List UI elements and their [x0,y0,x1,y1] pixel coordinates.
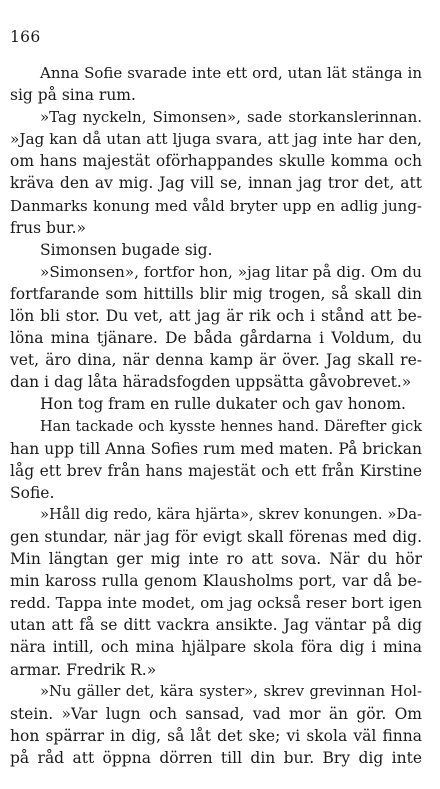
text-line: stein. »Var lugn och sansad, vad mor än gör. Om [10,704,422,723]
text-line: om hans majestät oförhappandes skulle komma och [10,152,422,171]
text-line: Hon tog fram en rulle dukater och gav honom. [40,395,406,414]
page-number: 166 [10,28,41,46]
text-line: Han tackade och kysste hennes hand. Därefter gick [40,418,422,435]
text-line: dan i dag låta häradsfogden uppsätta gåvobrevet.» [10,373,412,392]
text-line: »Tag nyckeln, Simonsen», sade storkanslerinnan. [40,108,422,127]
text-line: »Simonsen», fortfor hon, »jag litar på dig. Om du [40,262,422,281]
text-line: låg ett brev från hans majestät och ett från Kirstine [10,461,422,480]
text-line: sig på sina rum. [10,86,136,105]
text-line: Anna Sofie svarade inte ett ord, utan lät stänga in [40,64,422,82]
text-line: löna mina tjänare. De båda gårdarna i Voldum, du [10,329,422,348]
text-line: »Håll dig redo, kära hjärta», skrev konungen. »Da- [40,505,422,523]
text-line: Min längtan ger mig inte ro att sova. När du hör [10,550,422,569]
text-line: gen stundar, när jag för evigt skall förenas med dig. [10,527,422,546]
text-line: »Nu gäller det, kära syster», skrev grevinnan Hol- [40,682,422,700]
text-line: vet, äro dina, när denna kamp är över. Jag skall re- [10,351,422,370]
text-line: nära intill, och mina hjälpare skola föra dig i mina [10,638,422,657]
text-line: armar. Fredrik R.» [10,660,157,679]
text-line: min kaross rulla genom Klausholms port, var då be- [10,572,422,591]
text-line: på råd att öppna dörren till din bur. Bry dig inte [10,748,422,767]
text-line: »Jag kan då utan att ljuga svara, att jag inte har den, [10,130,422,149]
text-line: han upp till Anna Sofies rum med maten. På brickan [10,439,422,458]
text-line: frus bur.» [10,218,87,237]
text-line: lön bli stor. Du vet, att jag är rik och i stånd att be- [10,307,422,326]
text-line: Simonsen bugade sig. [40,240,213,259]
text-line: kräva den av mig. Jag vill se, innan jag tror det, att [10,174,422,193]
text-line: redd. Tappa inte modet, om jag också reser bort igen [10,594,422,613]
text-line: fortfarande som hittills blir mig trogen, så skall din [10,284,422,303]
body-text [10,62,422,769]
text-line: utan att få se ditt vackra ansikte. Jag väntar på dig [10,616,422,635]
text-line: hon spärrar in dig, så låt det ske; vi skola väl finna [10,726,422,745]
text-line: Sofie. [10,483,55,502]
text-line: Danmarks konung med våld bryter upp en adlig jung- [10,196,422,215]
